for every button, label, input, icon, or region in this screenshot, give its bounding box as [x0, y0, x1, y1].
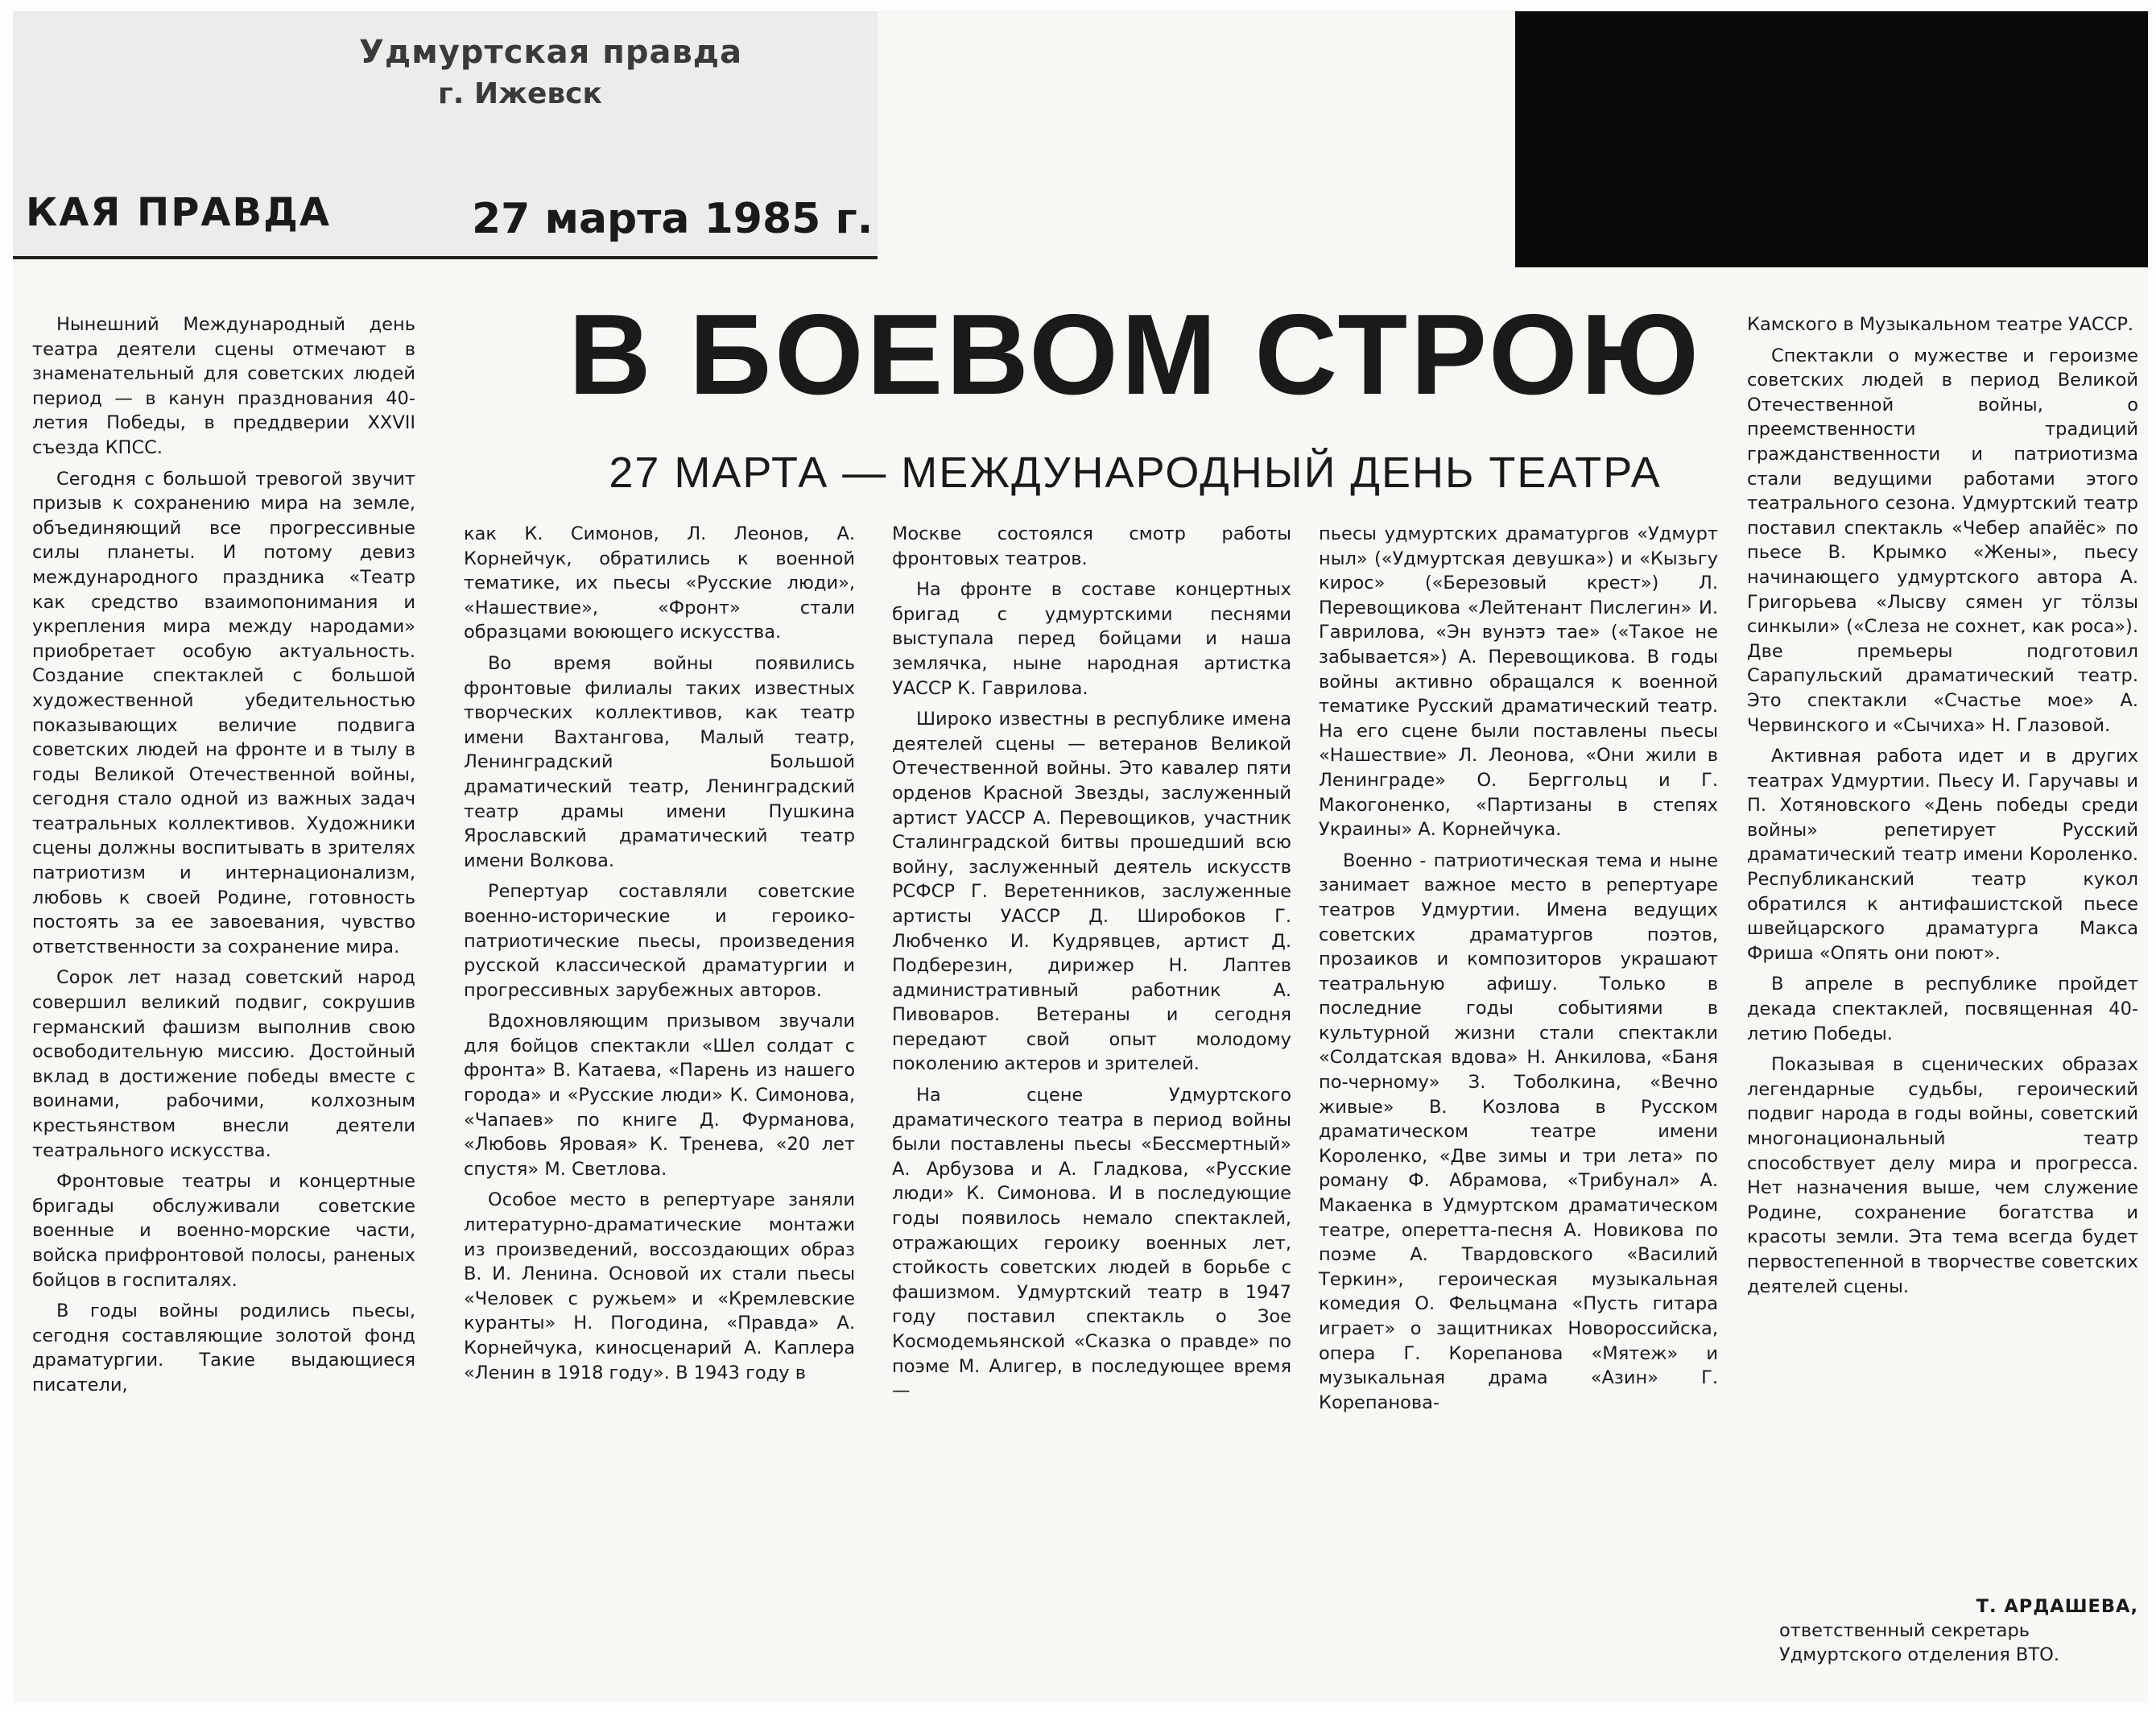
article-column-2	[464, 522, 855, 1681]
masthead-divider	[13, 256, 878, 259]
article-column-4	[1319, 522, 1718, 1681]
paragraph: Военно - патриотическая тема и ныне занимает важное место в репертуаре театров Удмуртии. Имена ведущих советских драматургов поэтов, прозаиков и композиторов украшают театральную афишу. Только в последние годы событиями в культурной жизни стали спектакли «Солдатская вдова» Н. Анкилова, «Баня по-черному» З. Тоболкина, «Вечно живые» В. Козлова в Русском драматическом театре имени Короленко, «Две зимы и три лета» по роману Ф. Абрамова, «Трибунал» А. Макаенка в Удмуртском драматическом театре, оперетта-песня А. Новикова по поэме А. Твардовского «Василий Теркин», героическая музыкальная комедия О. Фельцмана «Пусть гитара играет» о защитниках Новороссийска, опера Г. Корепанова «Мятеж» и музыкальная драма «Азин» Г. Корепанова-	[1319, 850, 1718, 1413]
article-column-1	[32, 312, 415, 1681]
paragraph: В апреле в республике пройдет декада спектаклей, посвященная 40-летию Победы.	[1747, 974, 2138, 1044]
paragraph: Широко известны в республике имена деятелей сцены — ветеранов Великой Отечественной войны. Это кавалер пяти орденов Красной Звезды, заслуженный артист УАССР А. Перевощиков, участник Сталинградской битвы прошедший всю войну, заслуженный деятель искусств РСФСР Г. Веретенников, заслуженные артисты УАССР Д. Широбоков Г. Любченко И. Кудрявцев, артист Д. Подберезин, дирижер Н. Лаптев административный работник А. Пивоваров. Ветераны и сегодня передают свой опыт молодому поколению актеров и зрителей.	[892, 709, 1291, 1075]
paragraph: Нынешний Международный день театра деятели сцены отмечают в знаменательный для советских людей период — в канун празднования 40-летия Победы, в преддверии XXVII съезда КПСС.	[32, 314, 415, 458]
article-subheadline: 27 МАРТА — МЕЖДУНАРОДНЫЙ ДЕНЬ ТЕАТРА	[609, 449, 1662, 497]
paragraph: Камского в Музыкальном театре УАССР.	[1747, 314, 2134, 335]
paragraph: Показывая в сценических образах легендарные судьбы, героический подвиг народа в годы войны, советский многонациональный театр способствует делу мира и прогресса. Нет назначения выше, чем служение Родине, сохранение богатства и красоты земли. Эта тема всегда будет первостепенной в творчестве советских деятелей сцены.	[1747, 1054, 2138, 1297]
author-position: ответственный секретарь Удмуртского отделения ВТО.	[1779, 1620, 2059, 1665]
stamp-newspaper-name: Удмуртская правда	[359, 34, 743, 71]
paragraph: как К. Симонов, Л. Леонов, А. Корнейчук, обратились к военной тематике, их пьесы «Русские люди», «Нашествие», «Фронт» стали образцами воюющего искусства.	[464, 523, 855, 643]
paragraph: Активная работа идет и в других театрах Удмуртии. Пьесу И. Гаручавы и П. Хотяновского «День победы среди войны» репетирует Русский драматический театр имени Короленко. Республиканский театр кукол обратился к антифашистской пьесе швейцарского драматурга Макса Фриша «Опять они поют».	[1747, 746, 2138, 964]
paragraph: Сорок лет назад советский народ совершил великий подвиг, сокрушив германский фашизм выполнив свою освободительную миссию. Достойный вклад в достижение победы вместе с воинами, рабочими, колхозным крестьянством внесли деятели театрального искусства.	[32, 967, 415, 1161]
paragraph: пьесы удмуртских драматургов «Удмурт ныл» («Удмуртская девушка») и «Кызьгу кирос» («Березовый крест») Л. Перевощикова «Лейтенант Пислегин» И. Гаврилова, «Эн вунэтэ тае» («Такое не забывается») А. Перевощикова. В годы войны активно обращался к военной тематике Русский драматический театр. На его сцене были поставлены пьесы «Нашествие» Л. Леонова, «Они жили в Ленинграде» О. Берггольц и Г. Макогоненко, «Партизаны в степях Украины» А. Корнейчука.	[1319, 523, 1718, 841]
masthead-newspaper-name: КАЯ ПРАВДА	[26, 190, 332, 235]
paragraph: Спектакли о мужестве и героизме советских людей в период Великой Отечественной войны, о преемственности традиций гражданственности и патриотизма стали ведущими работами этого театрального сезона. Удмуртский театр поставил спектакль «Чебер апайёс» по пьесе В. Крымко «Жены», пьесу начинающего удмуртского автора А. Григорьева «Лысву сямен уг тӧлзы синкыли» («Слеза не сохнет, как роса»). Две премьеры подготовил Сарапульский драматический театр. Это спектакли «Счастье мое» А. Червинского и «Сычиха» Н. Глазовой.	[1747, 345, 2138, 736]
author-signature	[1747, 1594, 2138, 1667]
article-column-5	[1747, 312, 2138, 1601]
paragraph: Во время войны появились фронтовые филиалы таких известных творческих коллективов, как театр имени Вахтангова, Малый театр, Ленинградский Большой драматический театр, Ленинградский театр драмы имени Пушкина Ярославский драматический театр имени Волкова.	[464, 652, 855, 871]
paragraph: На фронте в составе концертных бригад с удмуртскими песнями выступала перед бойцами и наша землячка, ныне народная артистка УАССР К. Гаврилова.	[892, 579, 1291, 699]
author-name: Т. АРДАШЕВА,	[1976, 1596, 2138, 1617]
paragraph: Москве состоялся смотр работы фронтовых театров.	[892, 523, 1291, 569]
paragraph: Фронтовые театры и концертные бригады обслуживали советские военные и военно-морские части, войска прифронтовой полосы, раненых бойцов в госпиталях.	[32, 1171, 415, 1291]
masthead-date: 27 марта 1985 г.	[472, 195, 874, 243]
article-column-3	[892, 522, 1291, 1681]
article-headline: В БОЕВОМ СТРОЮ	[568, 291, 1702, 419]
black-scan-margin	[1515, 11, 2148, 267]
paragraph: Сегодня с большой тревогой звучит призыв к сохранению мира на земле, объединяющий все прогрессивные силы планеты. И потому девиз международного праздника «Театр как средство взаимопонимания и укрепления мира между народами» приобретает особую актуальность. Создание спектаклей с большой художественной убедительностью показывающих величие подвига советских людей на фронте и в тылу в годы Великой Отечественной войны, сегодня стало одной из важных задач театральных коллективов. Художники сцены должны воспитывать в зрителях патриотизм и интернационализм, любовь к своей Родине, готовность постоять за ее завоевания, чувство ответственности за сохранение мира.	[32, 468, 415, 957]
clipping-header	[13, 11, 878, 259]
paragraph: В годы войны родились пьесы, сегодня составляющие золотой фонд драматургии. Такие выдающиеся писатели,	[32, 1301, 415, 1396]
paragraph: Особое место в репертуаре заняли литературно-драматические монтажи из произведений, воссоздающих образ В. И. Ленина. Основой их стали пьесы «Человек с ружьем» и «Кремлевские куранты» Н. Погодина, «Правда» А. Корнейчука, киносценарий А. Каплера «Ленин в 1918 году». В 1943 году в	[464, 1189, 855, 1383]
paragraph: На сцене Удмуртского драматического театра в период войны были поставлены пьесы «Бессмертный» А. Арбузова и А. Гладкова, «Русские люди» К. Симонова. И в последующие годы появилось немало спектаклей, отражающих героику военных лет, стойкость советских людей в борьбе с фашизмом. Удмуртский театр в 1947 году поставил спектакль о Зое Космодемьянской «Сказка о правде» по поэме М. Алигер, в последующее время —	[892, 1085, 1291, 1402]
paragraph: Вдохновляющим призывом звучали для бойцов спектакли «Шел солдат с фронта» В. Катаева, «Парень из нашего города» и «Русские люди» К. Симонова, «Чапаев» по книге Д. Фурманова, «Любовь Яровая» К. Тренева, «20 лет спустя» М. Светлова.	[464, 1011, 855, 1180]
stamp-city: г. Ижевск	[438, 77, 602, 110]
paragraph: Репертуар составляли советские военно-исторические и героико-патриотические пьесы, произведения русской классической драматургии и прогрессивных зарубежных авторов.	[464, 881, 855, 1001]
